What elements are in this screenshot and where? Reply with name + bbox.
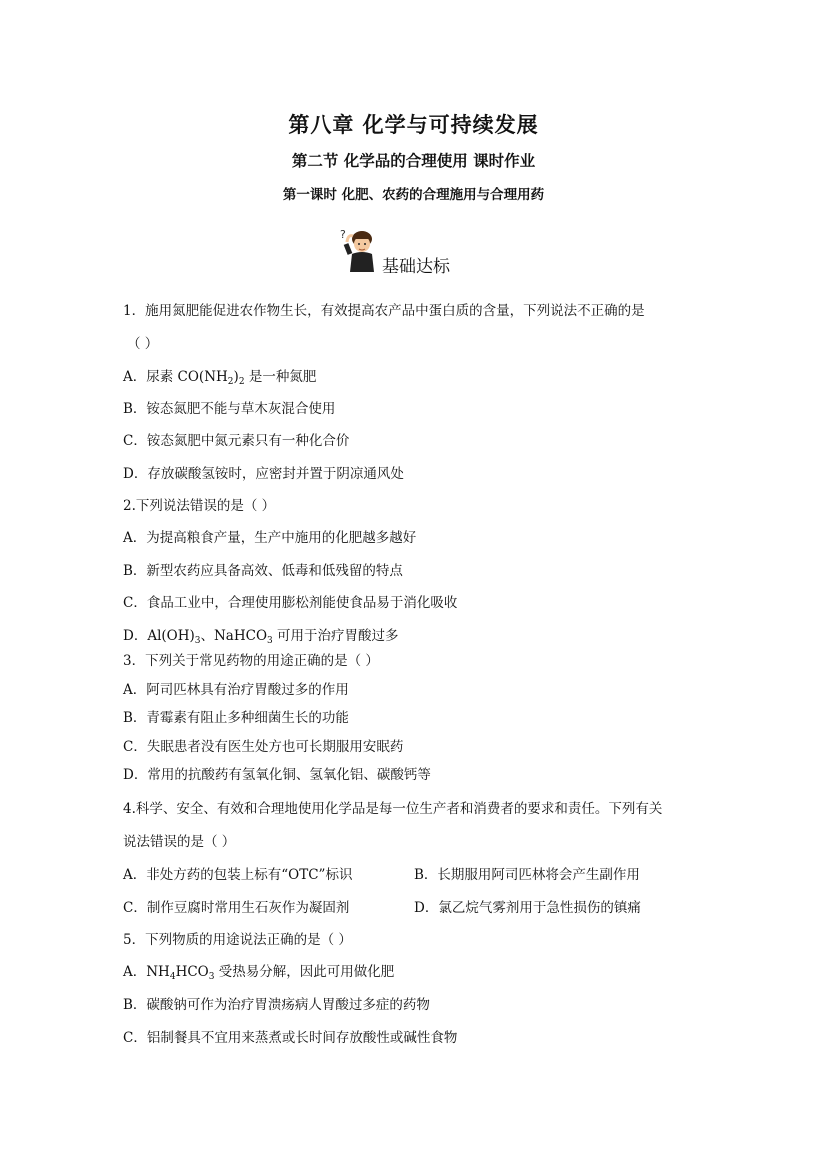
question-1-bracket: （ ） xyxy=(127,336,159,352)
question-3-option-b: B．青霉素有阻止多种细菌生长的功能 xyxy=(123,710,349,726)
question-3-option-c: C．失眠患者没有医生处方也可长期服用安眠药 xyxy=(123,739,404,755)
question-4-option-b: B．长期服用阿司匹林将会产生副作用 xyxy=(414,867,640,883)
question-2-option-a: A．为提高粮食产量，生产中施用的化肥越多越好 xyxy=(123,530,417,546)
section-title: 第二节 化学品的合理使用 课时作业 xyxy=(291,151,536,170)
question-2-option-b: B．新型农药应具备高效、低毒和低残留的特点 xyxy=(123,563,403,579)
question-1-option-c: C．铵态氮肥中氮元素只有一种化合价 xyxy=(123,433,350,449)
question-2-option-c: C．食品工业中，合理使用膨松剂能使食品易于消化吸收 xyxy=(123,595,458,611)
thinking-boy-icon xyxy=(338,226,382,274)
question-3-option-a: A．阿司匹林具有治疗胃酸过多的作用 xyxy=(123,682,349,698)
question-4-stem-cont: 说法错误的是（ ） xyxy=(123,834,236,850)
question-3-stem: 3．下列关于常见药物的用途正确的是（ ） xyxy=(123,653,379,669)
question-4-option-d: D．氯乙烷气雾剂用于急性损伤的镇痛 xyxy=(414,900,641,916)
question-1-option-b: B．铵态氮肥不能与草木灰混合使用 xyxy=(123,401,336,417)
question-4-option-c: C．制作豆腐时常用生石灰作为凝固剂 xyxy=(123,900,350,916)
question-3-option-d: D．常用的抗酸药有氢氧化铜、氢氧化铝、碳酸钙等 xyxy=(123,767,431,783)
lesson-title: 第一课时 化肥、农药的合理施用与合理用药 xyxy=(282,187,545,203)
question-2-stem: 2.下列说法错误的是（ ） xyxy=(123,498,276,514)
chapter-title: 第八章 化学与可持续发展 xyxy=(288,112,539,137)
question-5-option-a: A．$NH_4HCO_3$ 受热易分解，因此可用做化肥 xyxy=(123,964,395,982)
question-5-option-c: C．铝制餐具不宜用来蒸煮或长时间存放酸性或碱性食物 xyxy=(123,1030,458,1046)
svg-text:?: ? xyxy=(340,228,346,241)
question-2-option-d: D．$Al(OH)_3$、NaHCO$_3$ 可用于治疗胃酸过多 xyxy=(123,628,399,646)
question-5-stem: 5．下列物质的用途说法正确的是（ ） xyxy=(123,932,352,948)
question-1-option-a: A．尿素 $CO(NH_2)_2$ 是一种氮肥 xyxy=(123,369,317,387)
question-4-stem: 4.科学、安全、有效和合理地使用化学品是每一位生产者和消费者的要求和责任。下列有关 xyxy=(123,801,663,817)
question-5-option-b: B．碳酸钠可作为治疗胃溃疡病人胃酸过多症的药物 xyxy=(123,997,430,1013)
banner-label: 基础达标 xyxy=(382,257,450,277)
question-1-option-d: D．存放碳酸氢铵时，应密封并置于阴凉通风处 xyxy=(123,466,404,482)
question-1-stem: 1．施用氮肥能促进农作物生长，有效提高农产品中蛋白质的含量，下列说法不正确的是 xyxy=(123,303,645,319)
question-4-option-a: A．非处方药的包装上标有“OTC”标识 xyxy=(123,867,353,883)
